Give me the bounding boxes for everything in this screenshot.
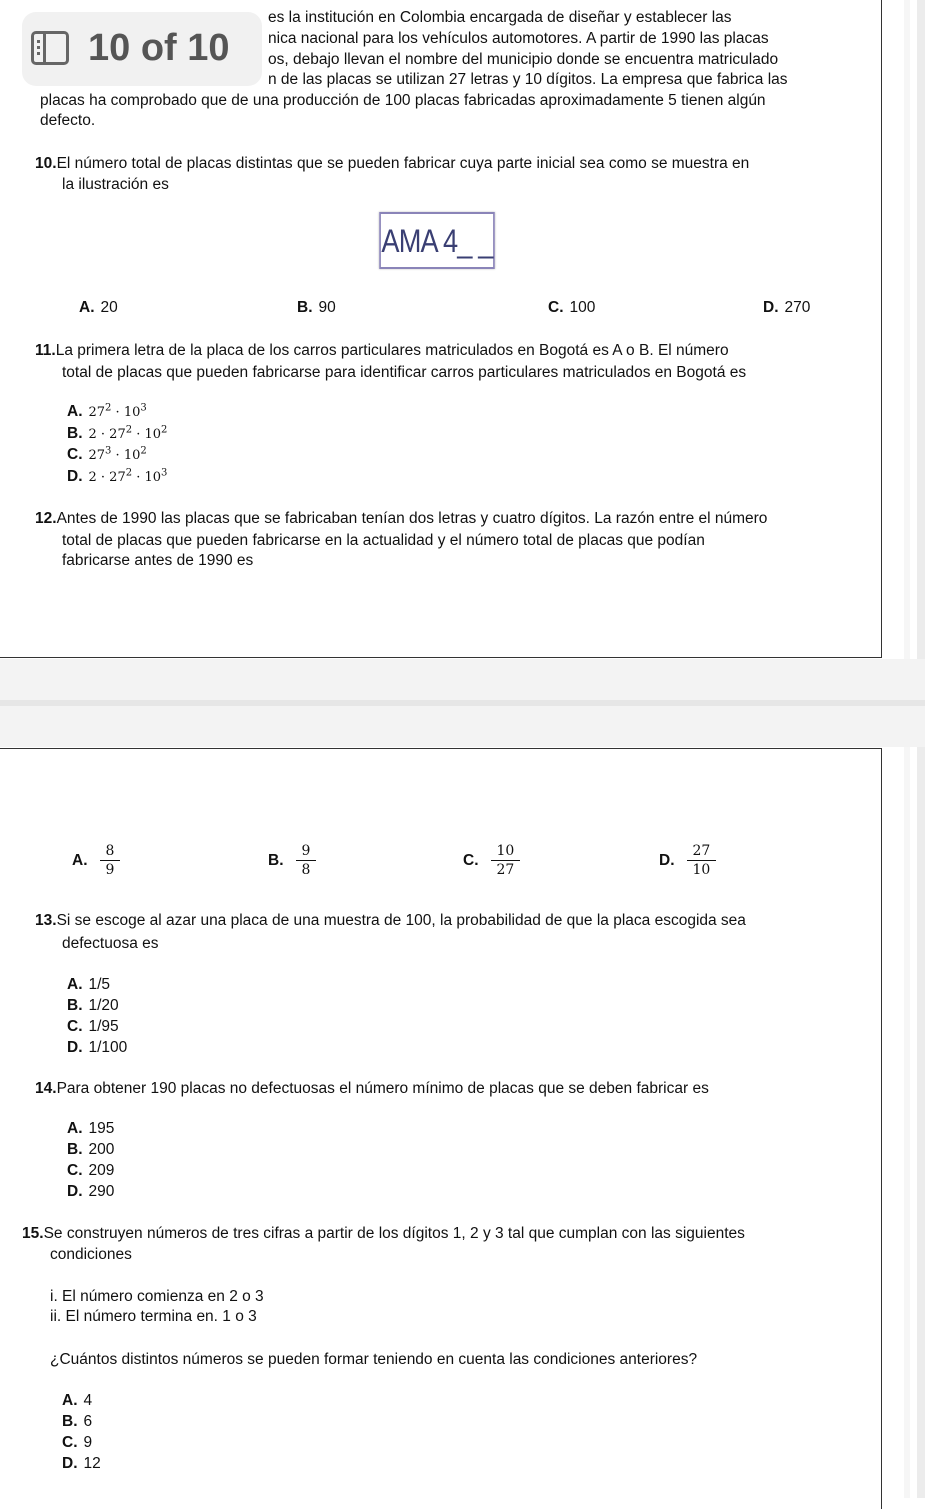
numerator: 8: [100, 842, 121, 861]
factor: · 10: [111, 448, 141, 463]
q15-option-d[interactable]: [62, 1453, 101, 1474]
option-letter: D.: [67, 1183, 83, 1200]
q15-option-a[interactable]: [62, 1390, 92, 1411]
exponent: 3: [161, 467, 168, 479]
q12-option-c[interactable]: [463, 842, 520, 879]
q11-option-c[interactable]: [67, 444, 147, 466]
background-strip: [904, 0, 910, 1498]
fraction: [687, 842, 717, 879]
exponent: 3: [140, 402, 147, 414]
q15-stem: Se construyen números de tres cifras a partir de los dígitos 1, 2 y 3 tal que cumplan con las siguientes: [43, 1225, 745, 1242]
option-letter: C.: [548, 299, 564, 316]
option-letter: C.: [62, 1434, 78, 1451]
q10-text-2: la ilustración es: [62, 176, 169, 193]
fraction: [100, 842, 121, 879]
q11-stem: La primera letra de la placa de los carros particulares matriculados en Bogotá es A o B. El número: [55, 342, 729, 359]
option-value: 1/5: [88, 976, 111, 993]
option-value: 12: [83, 1455, 101, 1472]
q10-option-a[interactable]: [79, 297, 118, 318]
option-letter: A.: [67, 1120, 83, 1137]
factor: · 10: [132, 427, 162, 442]
option-letter: A.: [72, 851, 88, 869]
page-counter-label: 10 of 10: [88, 27, 230, 69]
q10-text: [35, 153, 835, 174]
q11-option-d[interactable]: [67, 466, 167, 488]
q12-option-b[interactable]: [268, 842, 316, 879]
option-letter: D.: [763, 299, 779, 316]
option-value: 90: [318, 299, 336, 316]
q10-option-c[interactable]: [548, 297, 595, 318]
q13-option-d[interactable]: [67, 1037, 127, 1058]
q14-option-c[interactable]: [67, 1160, 114, 1181]
q15-condition-2: ii. El número termina en. 1 o 3: [50, 1308, 257, 1325]
base: 27: [88, 448, 106, 463]
q14-option-b[interactable]: [67, 1139, 114, 1160]
denominator: 27: [496, 862, 515, 878]
license-plate-figure: AMA 4_ _: [379, 212, 495, 269]
q11-option-b[interactable]: [67, 423, 167, 445]
q15-text-2: condiciones: [50, 1246, 132, 1263]
option-letter: B.: [67, 425, 83, 442]
option-letter: B.: [268, 851, 284, 869]
fraction: [296, 842, 317, 879]
option-value: 100: [569, 299, 596, 316]
q12-number: 12.: [35, 510, 57, 527]
denominator: 10: [692, 862, 711, 878]
option-letter: B.: [67, 1141, 83, 1158]
page-separator-line: [0, 700, 925, 706]
q13-option-a[interactable]: [67, 974, 110, 995]
exponent: 2: [125, 424, 133, 436]
q10-number: 10.: [35, 155, 57, 172]
exponent: 2: [161, 424, 168, 436]
factor: · 10: [111, 405, 141, 420]
option-value: 195: [88, 1120, 115, 1137]
q15-option-c[interactable]: [62, 1432, 92, 1453]
option-value: 200: [88, 1141, 115, 1158]
q15-condition-1: i. El número comienza en 2 o 3: [50, 1288, 264, 1305]
intro-line-2: nica nacional para los vehículos automotores. A partir de 1990 las placas: [268, 30, 769, 47]
q13-number: 13.: [35, 912, 57, 929]
q13-text: [35, 910, 835, 931]
option-value: 1/20: [88, 997, 119, 1014]
q14-option-d[interactable]: [67, 1181, 114, 1202]
page-counter[interactable]: [22, 12, 262, 86]
option-value: 4: [83, 1392, 93, 1409]
numerator: 9: [296, 842, 317, 861]
option-value: 9: [83, 1434, 93, 1451]
intro-line-5: placas ha comprobado que de una producción de 100 placas fabricadas aproximadamente 5 tienen algún: [40, 92, 766, 109]
intro-line-1: es la institución en Colombia encargada de diseñar y establecer las: [268, 9, 732, 26]
q14-option-a[interactable]: [67, 1118, 114, 1139]
document-page-1: [0, 0, 882, 658]
q12-option-a[interactable]: [72, 842, 120, 879]
q14-stem: Para obtener 190 placas no defectuosas el número mínimo de placas que se deben fabricar es: [56, 1080, 709, 1097]
option-value: 290: [88, 1183, 115, 1200]
q15-number: 15.: [22, 1225, 44, 1242]
intro-line-4: n de las placas se utilizan 27 letras y 10 dígitos. La empresa que fabrica las: [268, 71, 788, 88]
q15-option-b[interactable]: [62, 1411, 92, 1432]
q11-text: [35, 340, 835, 361]
option-letter: B.: [62, 1413, 78, 1430]
q11-option-a[interactable]: [67, 401, 147, 423]
q13-option-b[interactable]: [67, 995, 119, 1016]
option-value: 209: [88, 1162, 115, 1179]
pages-icon: [31, 31, 69, 65]
fraction: [491, 842, 521, 879]
option-letter: A.: [79, 299, 95, 316]
q11-number: 11.: [35, 342, 56, 359]
option-letter: D.: [67, 1039, 83, 1056]
option-expression: [88, 445, 147, 463]
intro-line-3: os, debajo llevan el nombre del municipio donde se encuentra matriculado: [268, 51, 779, 68]
option-value: 20: [100, 299, 118, 316]
q13-text-2: defectuosa es: [62, 935, 159, 952]
q14-number: 14.: [35, 1080, 57, 1097]
q11-text-2: total de placas que pueden fabricarse para identificar carros particulares matriculados en Bogotá es: [62, 364, 747, 381]
q15-text: [22, 1223, 837, 1244]
base: 2 · 27: [88, 470, 126, 485]
option-value: 270: [784, 299, 811, 316]
factor: · 10: [132, 470, 162, 485]
option-letter: B.: [67, 997, 83, 1014]
q13-stem: Si se escoge al azar una placa de una muestra de 100, la probabilidad de que la placa escogida sea: [56, 912, 746, 929]
option-letter: C.: [67, 1162, 83, 1179]
numerator: 10: [491, 842, 521, 861]
document-page-2: [0, 748, 882, 1509]
option-letter: D.: [659, 851, 675, 869]
q10-option-d[interactable]: [763, 297, 810, 318]
option-value: 1/95: [88, 1018, 119, 1035]
exponent: 2: [125, 467, 133, 479]
base: 27: [88, 405, 106, 420]
option-letter: A.: [67, 403, 83, 420]
q12-text-2: total de placas que pueden fabricarse en la actualidad y el número total de placas que podían: [62, 532, 705, 549]
exponent: 3: [105, 445, 112, 457]
denominator: 9: [105, 862, 115, 878]
q13-option-c[interactable]: [67, 1016, 119, 1037]
q10-stem: El número total de placas distintas que se pueden fabricar cuya parte inicial sea como se muestra en: [56, 155, 750, 172]
q12-text-3: fabricarse antes de 1990 es: [62, 552, 254, 569]
denominator: 8: [301, 862, 311, 878]
option-expression: [88, 402, 147, 420]
option-letter: D.: [62, 1455, 78, 1472]
q14-text: [35, 1078, 835, 1099]
q12-option-d[interactable]: [659, 842, 716, 879]
option-expression: [88, 467, 168, 485]
option-value: 6: [83, 1413, 93, 1430]
numerator: 27: [687, 842, 717, 861]
q15-question: ¿Cuántos distintos números se pueden formar teniendo en cuenta las condiciones anteriores?: [50, 1351, 698, 1368]
option-letter: D.: [67, 468, 83, 485]
base: 2 · 27: [88, 427, 126, 442]
scrollbar-track[interactable]: [917, 0, 925, 1498]
option-letter: B.: [297, 299, 313, 316]
option-letter: A.: [67, 976, 83, 993]
exponent: 2: [105, 402, 112, 414]
option-value: 1/100: [88, 1039, 128, 1056]
option-letter: C.: [67, 446, 83, 463]
q12-text: [35, 508, 835, 529]
q10-option-b[interactable]: [297, 297, 336, 318]
exponent: 2: [140, 445, 147, 457]
option-letter: A.: [62, 1392, 78, 1409]
option-letter: C.: [463, 851, 479, 869]
option-letter: C.: [67, 1018, 83, 1035]
intro-line-6: defecto.: [40, 112, 96, 129]
option-expression: [88, 424, 168, 442]
q12-stem: Antes de 1990 las placas que se fabricaban tenían dos letras y cuatro dígitos. La razón entre el número: [56, 510, 768, 527]
